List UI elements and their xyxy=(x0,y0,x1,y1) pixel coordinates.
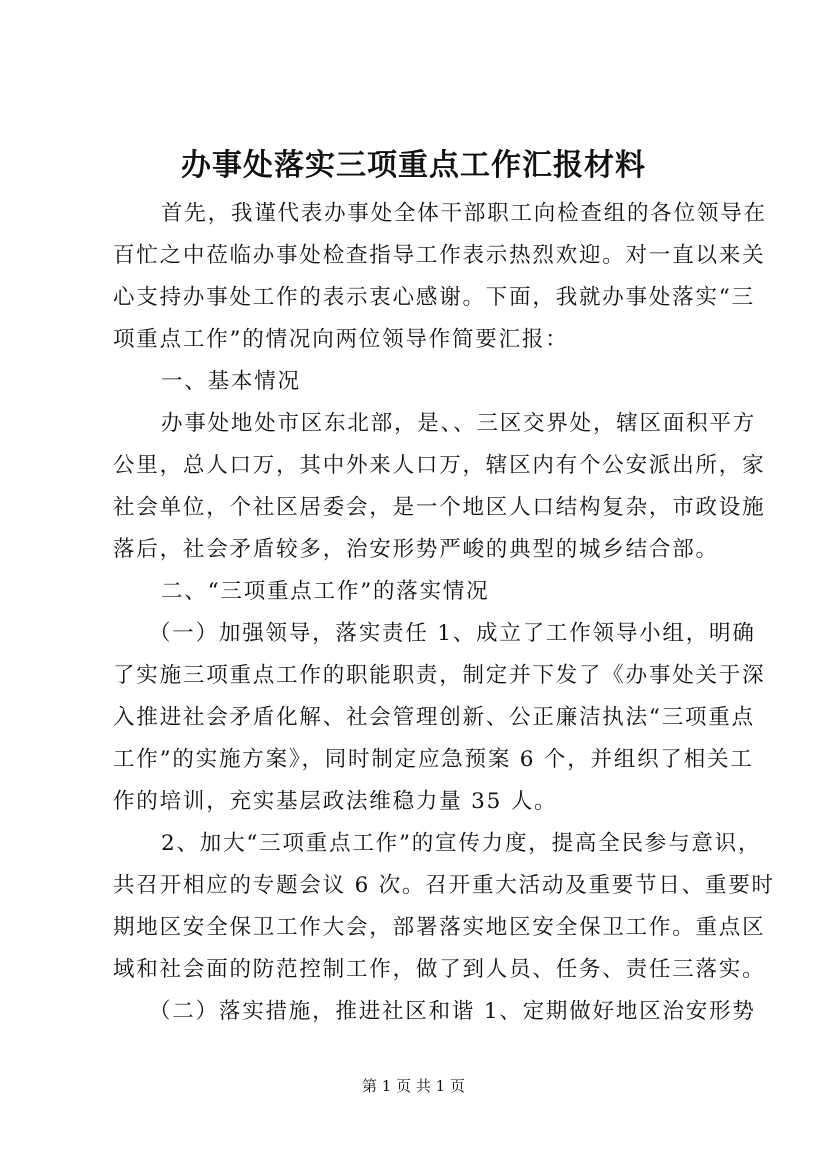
paragraph-line: （二）落实措施，推进社区和谐 1、定期做好地区治安形势 xyxy=(149,999,756,1024)
paragraph-line: 心支持办事处工作的表示衷心感谢。下面，我就办事处落实“三 xyxy=(113,285,755,310)
page-footer: 第 1 页 共 1 页 xyxy=(362,1077,465,1095)
document-title: 办事处落实三项重点工作汇报材料 xyxy=(181,148,646,183)
paragraph-line: （一）加强领导，落实责任 1、成立了工作领导小组，明确 xyxy=(149,621,756,646)
paragraph-line: 作的培训，充实基层政法维稳力量 35 人。 xyxy=(113,789,558,814)
paragraph-line: 入推进社会矛盾化解、社会管理创新、公正廉洁执法“三项重点 xyxy=(113,705,755,730)
paragraph-line: 期地区安全保卫工作大会，部署落实地区安全保卫工作。重点区 xyxy=(113,915,766,940)
section-heading: 二、“三项重点工作”的落实情况 xyxy=(161,579,490,604)
paragraph-line: 2、加大“三项重点工作”的宣传力度，提高全民参与意识， xyxy=(161,831,762,856)
paragraph-line: 办事处地处市区东北部，是、、三区交界处，辖区面积平方 xyxy=(161,411,757,436)
paragraph-line: 公里，总人口万，其中外来人口万，辖区内有个公安派出所，家 xyxy=(113,453,766,478)
paragraph-line: 百忙之中莅临办事处检查指导工作表示热烈欢迎。对一直以来关 xyxy=(113,243,766,268)
section-heading: 一、基本情况 xyxy=(161,369,301,394)
paragraph-line: 了实施三项重点工作的职能职责，制定并下发了《办事处关于深 xyxy=(113,663,766,688)
paragraph-line: 落后，社会矛盾较多，治安形势严峻的典型的城乡结合部。 xyxy=(113,537,719,562)
paragraph-line: 共召开相应的专题会议 6 次。召开重大活动及重要节日、重要时 xyxy=(113,873,775,898)
paragraph-line: 域和社会面的防范控制工作，做了到人员、任务、责任三落实。 xyxy=(113,957,766,982)
paragraph-line: 工作”的实施方案》，同时制定应急预案 6 个，并组织了相关工 xyxy=(113,747,754,772)
paragraph-line: 社会单位，个社区居委会，是一个地区人口结构复杂，市政设施 xyxy=(113,495,766,520)
paragraph-line: 项重点工作”的情况向两位领导作简要汇报： xyxy=(113,327,569,352)
paragraph-line: 首先，我谨代表办事处全体干部职工向检查组的各位领导在 xyxy=(161,201,767,226)
